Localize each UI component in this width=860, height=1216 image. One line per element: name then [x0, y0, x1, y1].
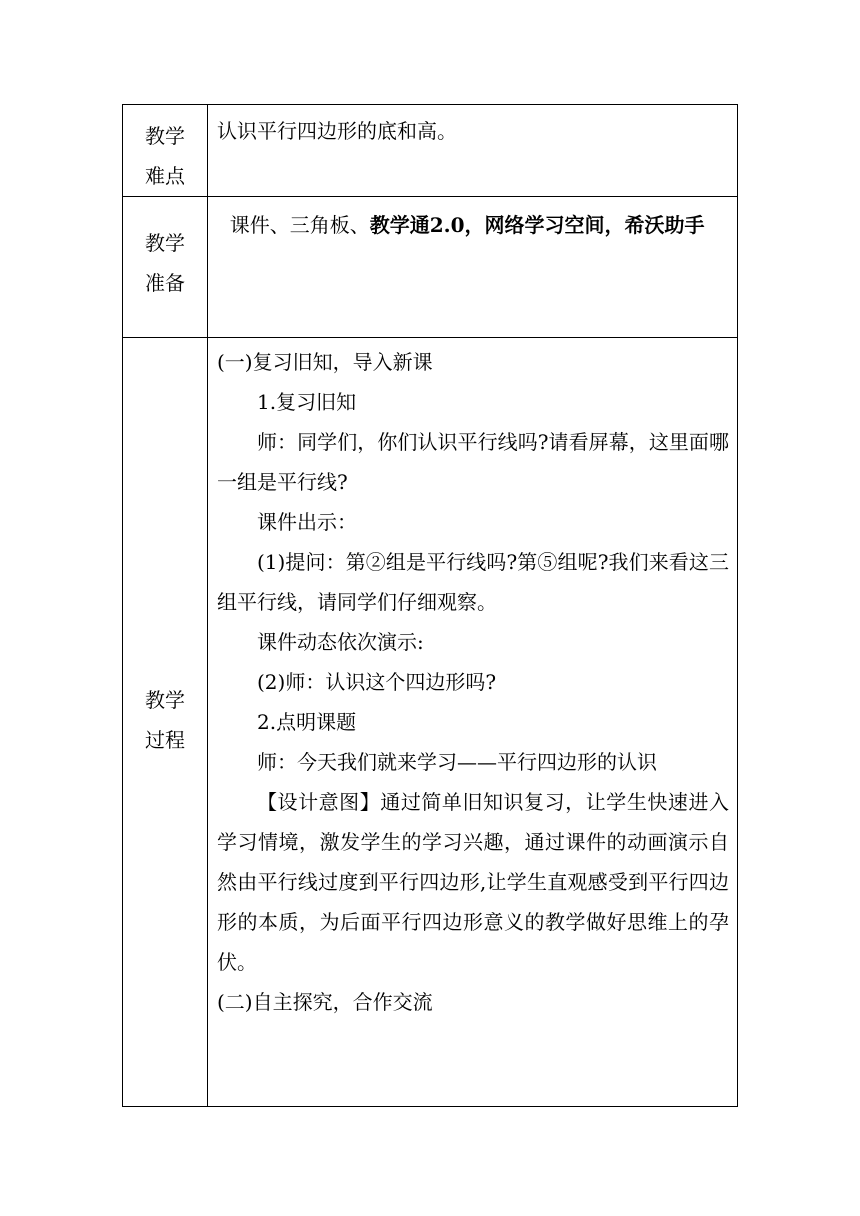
preparation-normal: 课件、三角板、 [217, 213, 370, 237]
preparation-bold: 教学通2.0，网络学习空间，希沃助手 [369, 213, 705, 237]
section-heading: (二)自主探究，合作交流 [217, 990, 433, 1014]
row-teaching-process [123, 338, 738, 1107]
paragraph: 1.复习旧知 [257, 390, 357, 414]
paragraph: 课件动态依次演示: [257, 630, 424, 654]
row-teaching-difficulty [123, 105, 738, 197]
paragraph: 师：今天我们就来学习——平行四边形的认识 [257, 750, 657, 774]
label-line: 过程 [145, 728, 185, 752]
design-intent-paragraph: 【设计意图】通过简单旧知识复习，让学生快速进入学习情境，激发学生的学习兴趣，通过课件的动画演示自然由平行线过度到平行四边形,让学生直观感受到平行四边形的本质，为后面平行四边形意义的教学做好思维上的孕伏。 [217, 790, 729, 974]
difficulty-text: 认识平行四边形的底和高。 [217, 119, 457, 143]
preparation-text [217, 205, 729, 245]
label-line: 教学 [145, 688, 185, 712]
paragraph: (2)师：认识这个四边形吗? [257, 670, 497, 694]
label-line: 教学 [145, 124, 185, 148]
label-line: 难点 [145, 164, 185, 188]
row-teaching-preparation [123, 197, 738, 338]
section-heading: (一)复习旧知，导入新课 [217, 350, 433, 374]
paragraph: 师：同学们，你们认识平行线吗?请看屏幕，这里面哪一组是平行线? [217, 430, 729, 494]
paragraph: 课件出示： [257, 510, 357, 534]
content-cell [208, 105, 738, 197]
paragraph: 2.点明课题 [257, 710, 357, 734]
paragraph: (1)提问：第②组是平行线吗?第⑤组呢?我们来看这三组平行线，请同学们仔细观察。 [217, 550, 729, 614]
label-line: 准备 [145, 271, 185, 295]
content-cell [208, 197, 738, 338]
label-cell [123, 197, 208, 338]
content-cell [208, 338, 738, 1107]
lesson-plan-table [122, 104, 738, 1107]
label-line: 教学 [145, 231, 185, 255]
label-cell [123, 338, 208, 1107]
label-cell [123, 105, 208, 197]
